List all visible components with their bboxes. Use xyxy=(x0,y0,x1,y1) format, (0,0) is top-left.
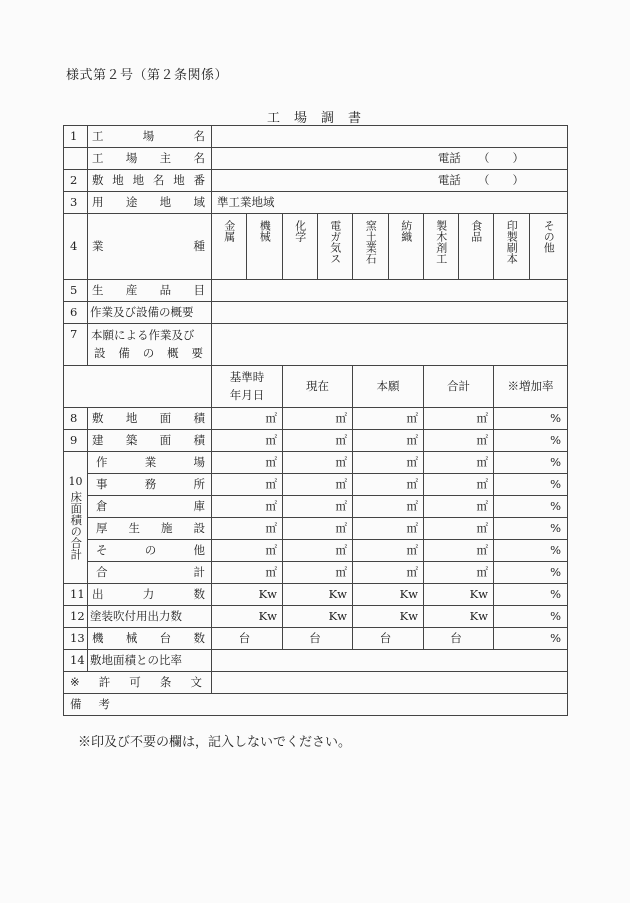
row-floor-total xyxy=(64,562,568,584)
industry-label: 紡織 xyxy=(399,220,413,242)
label-char: 番 xyxy=(193,172,205,187)
value-cell[interactable]: 台 xyxy=(283,628,353,650)
label-char: 目 xyxy=(193,282,205,297)
row-industry xyxy=(64,214,568,280)
row-floor-workshop xyxy=(64,452,568,474)
row-number: 9 xyxy=(64,430,88,452)
label-char: 力 xyxy=(142,586,155,601)
industry-cell[interactable] xyxy=(389,214,424,280)
label-char: 積 xyxy=(193,432,205,447)
value-cell[interactable]: Kw xyxy=(353,584,424,606)
row-number: 14 xyxy=(64,650,88,672)
label-char: 業 xyxy=(144,454,157,469)
label-products-text xyxy=(88,284,211,298)
percent-cell[interactable]: % xyxy=(494,518,568,540)
label-building-area-text xyxy=(88,434,211,448)
industry-label: 製木剤工 xyxy=(434,220,448,264)
value-cell[interactable]: ㎡ xyxy=(353,408,424,430)
label-char: 工 xyxy=(92,128,104,143)
percent-cell[interactable]: % xyxy=(494,584,568,606)
label-char: 場 xyxy=(193,454,205,469)
label-char: 計 xyxy=(193,564,205,579)
value-cell[interactable]: ㎡ xyxy=(212,496,283,518)
value-cell[interactable]: Kw xyxy=(212,606,283,628)
value-cell[interactable]: ㎡ xyxy=(353,496,424,518)
permit-field[interactable] xyxy=(212,672,568,694)
row-number: 13 xyxy=(64,628,88,650)
site-ratio-field[interactable] xyxy=(212,650,568,672)
label-char: 地 xyxy=(112,172,124,187)
value-cell[interactable]: ㎡ xyxy=(283,408,353,430)
label-char: ※ xyxy=(70,674,80,689)
value-cell[interactable]: 台 xyxy=(212,628,283,650)
label-char: 台 xyxy=(159,630,172,645)
industry-cell[interactable] xyxy=(247,214,283,280)
application-overview-field[interactable] xyxy=(212,324,568,366)
label-factory-owner xyxy=(88,148,212,170)
label-use-zone xyxy=(88,192,212,214)
floor-sub-label xyxy=(88,474,212,496)
label-char: 作 xyxy=(96,454,108,469)
industry-cell[interactable] xyxy=(424,214,459,280)
row-number: 1 xyxy=(64,126,88,148)
value-cell[interactable]: ㎡ xyxy=(212,452,283,474)
value-cell[interactable]: ㎡ xyxy=(353,540,424,562)
label-char: 敷 xyxy=(92,172,104,187)
label-char: 域 xyxy=(193,194,205,209)
header-total: 合計 xyxy=(424,366,494,408)
label-building-area xyxy=(88,430,212,452)
value-cell[interactable]: ㎡ xyxy=(212,518,283,540)
row-building-area xyxy=(64,430,568,452)
factory-survey-table xyxy=(63,125,568,716)
label-char: 面 xyxy=(159,410,172,425)
label-char: 築 xyxy=(125,432,138,447)
row-factory-owner xyxy=(64,148,568,170)
value-cell[interactable]: ㎡ xyxy=(353,474,424,496)
industry-cell[interactable] xyxy=(318,214,353,280)
label-permit-text xyxy=(64,676,211,690)
header-blank xyxy=(64,366,212,408)
value-cell[interactable]: ㎡ xyxy=(212,430,283,452)
value-cell[interactable]: ㎡ xyxy=(424,540,494,562)
label-char: 数 xyxy=(193,586,205,601)
value-cell[interactable]: Kw xyxy=(283,584,353,606)
row-column-headers xyxy=(64,366,568,408)
industry-cell[interactable] xyxy=(459,214,494,280)
label-char: 厚 xyxy=(96,520,108,535)
label-char: 他 xyxy=(193,542,205,557)
row-floor-other xyxy=(64,540,568,562)
label-char: 場 xyxy=(142,128,155,143)
value-cell[interactable]: Kw xyxy=(424,584,494,606)
label-char: 設 xyxy=(193,520,205,535)
header-base-line2: 年月日 xyxy=(229,387,265,402)
industry-label: 化学 xyxy=(293,220,307,242)
label-site-ratio: 敷地面積との比率 xyxy=(88,650,212,672)
row-paint-output xyxy=(64,606,568,628)
site-tel-field[interactable]: 電話 （ ） xyxy=(212,170,568,192)
label-char: 場 xyxy=(125,150,138,165)
use-zone-value[interactable]: 準工業地域 xyxy=(212,192,568,214)
label-char: 用 xyxy=(92,194,104,209)
row-number: 4 xyxy=(64,214,88,280)
row-site-ratio xyxy=(64,650,568,672)
row-output xyxy=(64,584,568,606)
floor-sub-label xyxy=(88,496,212,518)
value-cell[interactable]: Kw xyxy=(424,606,494,628)
row-number: 8 xyxy=(64,408,88,430)
label-products xyxy=(88,280,212,302)
label-char: 設 xyxy=(94,345,106,360)
row-number: 12 xyxy=(64,606,88,628)
label-char: 所 xyxy=(193,476,205,491)
work-overview-field[interactable] xyxy=(212,302,568,324)
factory-name-field[interactable] xyxy=(212,126,568,148)
label-char: 建 xyxy=(92,432,104,447)
label-char: の xyxy=(142,345,155,360)
label-char: 生 xyxy=(128,520,140,535)
label-char: 施 xyxy=(161,520,173,535)
row-number: 11 xyxy=(64,584,88,606)
value-cell[interactable]: Kw xyxy=(283,606,353,628)
label-char: 名 xyxy=(193,128,205,143)
label-char: 文 xyxy=(190,674,202,689)
label-paint-output: 塗装吹付用出力数 xyxy=(88,606,212,628)
value-cell[interactable]: ㎡ xyxy=(424,408,494,430)
value-cell[interactable]: 台 xyxy=(424,628,494,650)
floor-sub-label-text xyxy=(88,456,211,470)
products-field[interactable] xyxy=(212,280,568,302)
percent-cell[interactable]: % xyxy=(494,452,568,474)
row-site-area xyxy=(64,408,568,430)
label-factory-name-text xyxy=(88,130,211,144)
value-cell[interactable]: ㎡ xyxy=(353,518,424,540)
header-base-date xyxy=(212,366,283,408)
percent-cell[interactable]: % xyxy=(494,562,568,584)
label-work-overview: 作業及び設備の概要 xyxy=(88,302,212,324)
label-permit xyxy=(64,672,212,694)
row-number: 7 xyxy=(64,324,88,366)
label-char: 庫 xyxy=(193,498,205,513)
label-site-area-text xyxy=(88,412,211,426)
label-char: 積 xyxy=(193,410,205,425)
value-cell[interactable]: ㎡ xyxy=(212,540,283,562)
value-cell[interactable]: ㎡ xyxy=(212,408,283,430)
label-char: 械 xyxy=(125,630,138,645)
value-cell[interactable]: ㎡ xyxy=(212,474,283,496)
industry-label: 金属 xyxy=(222,220,236,242)
value-cell[interactable]: ㎡ xyxy=(283,518,353,540)
value-cell[interactable]: ㎡ xyxy=(424,496,494,518)
industry-label: 電ガ気ス xyxy=(328,220,342,264)
label-application-line2 xyxy=(88,347,211,361)
label-char: 倉 xyxy=(96,498,108,513)
header-application: 本願 xyxy=(353,366,424,408)
value-cell[interactable]: Kw xyxy=(353,606,424,628)
label-char: 地 xyxy=(159,194,172,209)
industry-label: 食品 xyxy=(469,220,483,242)
value-cell[interactable]: ㎡ xyxy=(424,562,494,584)
label-industry xyxy=(88,214,212,280)
row-floor-welfare xyxy=(64,518,568,540)
row-remarks xyxy=(64,694,568,716)
label-char: 名 xyxy=(193,150,205,165)
percent-cell[interactable]: % xyxy=(494,628,568,650)
floor-sub-label-text xyxy=(88,544,211,558)
floor-sub-label-text xyxy=(88,522,211,536)
row-work-overview xyxy=(64,302,568,324)
industry-cell[interactable] xyxy=(353,214,389,280)
label-char: 業 xyxy=(92,238,104,253)
row-number: 3 xyxy=(64,192,88,214)
label-char: 品 xyxy=(159,282,172,297)
label-char: 概 xyxy=(167,345,179,360)
label-char: 種 xyxy=(193,238,205,253)
percent-cell[interactable]: % xyxy=(494,496,568,518)
label-char: 考 xyxy=(98,696,110,711)
label-remarks-text xyxy=(64,698,110,712)
row-number: 5 xyxy=(64,280,88,302)
owner-tel-field[interactable]: 電話 （ ） xyxy=(212,148,568,170)
percent-cell[interactable]: % xyxy=(494,408,568,430)
label-char: 備 xyxy=(70,696,82,711)
label-char: 出 xyxy=(92,586,104,601)
industry-label: 印製刷本 xyxy=(505,220,519,264)
row-permit xyxy=(64,672,568,694)
value-cell[interactable]: ㎡ xyxy=(283,452,353,474)
label-char: 工 xyxy=(92,150,104,165)
floor-sub-label xyxy=(88,518,212,540)
label-char: 地 xyxy=(173,172,185,187)
row-application-overview xyxy=(64,324,568,366)
percent-cell[interactable]: % xyxy=(494,540,568,562)
floor-area-side-label: 床面積の合計 xyxy=(69,490,84,560)
row-floor-warehouse xyxy=(64,496,568,518)
label-char: 条 xyxy=(159,674,172,689)
value-cell[interactable]: Kw xyxy=(212,584,283,606)
industry-label: 機械 xyxy=(258,220,272,242)
row-number: 2 xyxy=(64,170,88,192)
row-machines xyxy=(64,628,568,650)
form-number: 様式第２号（第２条関係） xyxy=(66,68,229,83)
label-output-text xyxy=(88,588,211,602)
value-cell[interactable]: 台 xyxy=(353,628,424,650)
row-factory-name xyxy=(64,126,568,148)
remarks-field[interactable] xyxy=(64,694,568,716)
value-cell[interactable]: ㎡ xyxy=(283,430,353,452)
header-current: 現在 xyxy=(283,366,353,408)
label-char: 産 xyxy=(125,282,138,297)
label-application-line1: 本願による作業及び xyxy=(91,327,195,342)
label-char: 備 xyxy=(118,345,130,360)
header-increase: ※増加率 xyxy=(494,366,568,408)
row-number: 6 xyxy=(64,302,88,324)
label-machines xyxy=(88,628,212,650)
floor-sub-label-text xyxy=(88,478,211,492)
label-machines-text xyxy=(88,632,211,646)
label-char: 名 xyxy=(152,172,165,187)
label-site-area xyxy=(88,408,212,430)
value-cell[interactable]: ㎡ xyxy=(424,474,494,496)
label-char: 可 xyxy=(129,674,141,689)
label-char: 主 xyxy=(159,150,172,165)
value-cell[interactable]: ㎡ xyxy=(424,430,494,452)
value-cell[interactable]: ㎡ xyxy=(283,496,353,518)
floor-sub-label xyxy=(88,562,212,584)
label-use-zone-text xyxy=(88,196,211,210)
percent-cell[interactable]: % xyxy=(494,606,568,628)
label-char: 生 xyxy=(92,282,104,297)
row-number-empty xyxy=(64,148,88,170)
label-site-address-text xyxy=(88,174,211,188)
label-char: 面 xyxy=(159,432,172,447)
row-products xyxy=(64,280,568,302)
industry-label: 窯土業石 xyxy=(364,220,378,264)
label-factory-owner-text xyxy=(88,152,211,166)
label-char: 地 xyxy=(125,410,138,425)
label-char: 地 xyxy=(132,172,145,187)
label-char: 務 xyxy=(144,476,157,491)
label-char: 事 xyxy=(96,476,108,491)
row-floor-office xyxy=(64,474,568,496)
row-number: 10 xyxy=(68,475,83,489)
page-title: 工場調書 xyxy=(266,111,375,126)
percent-cell[interactable]: % xyxy=(494,474,568,496)
label-char: の xyxy=(144,542,157,557)
value-cell[interactable]: ㎡ xyxy=(283,474,353,496)
value-cell[interactable]: ㎡ xyxy=(424,452,494,474)
label-char: 敷 xyxy=(92,410,104,425)
header-base-line1: 基準時 xyxy=(229,369,265,384)
industry-cell[interactable] xyxy=(494,214,530,280)
floor-sub-label xyxy=(88,540,212,562)
row-use-zone xyxy=(64,192,568,214)
value-cell[interactable]: ㎡ xyxy=(353,562,424,584)
label-factory-name xyxy=(88,126,212,148)
label-char: 要 xyxy=(191,345,203,360)
floor-area-side-cell xyxy=(64,452,88,584)
label-char: 許 xyxy=(98,674,111,689)
label-char: 機 xyxy=(92,630,104,645)
label-char: 合 xyxy=(96,564,108,579)
value-cell[interactable]: ㎡ xyxy=(424,518,494,540)
label-char: 数 xyxy=(193,630,205,645)
label-application-overview xyxy=(88,324,212,366)
floor-sub-label-text xyxy=(88,500,211,514)
value-cell[interactable]: ㎡ xyxy=(353,452,424,474)
value-cell[interactable]: ㎡ xyxy=(283,562,353,584)
label-char: 途 xyxy=(125,194,138,209)
footnote: ※印及び不要の欄は，記入しないでください。 xyxy=(78,735,352,750)
value-cell[interactable]: ㎡ xyxy=(212,562,283,584)
label-industry-text xyxy=(88,240,211,254)
row-site-address xyxy=(64,170,568,192)
floor-sub-label-text xyxy=(88,566,211,580)
industry-cell[interactable] xyxy=(283,214,318,280)
industry-cell[interactable] xyxy=(212,214,247,280)
industry-label: その他 xyxy=(542,220,556,253)
industry-cell[interactable] xyxy=(530,214,568,280)
percent-cell[interactable]: % xyxy=(494,430,568,452)
value-cell[interactable]: ㎡ xyxy=(353,430,424,452)
label-site-address xyxy=(88,170,212,192)
floor-sub-label xyxy=(88,452,212,474)
label-char: そ xyxy=(96,542,108,557)
value-cell[interactable]: ㎡ xyxy=(283,540,353,562)
label-output xyxy=(88,584,212,606)
